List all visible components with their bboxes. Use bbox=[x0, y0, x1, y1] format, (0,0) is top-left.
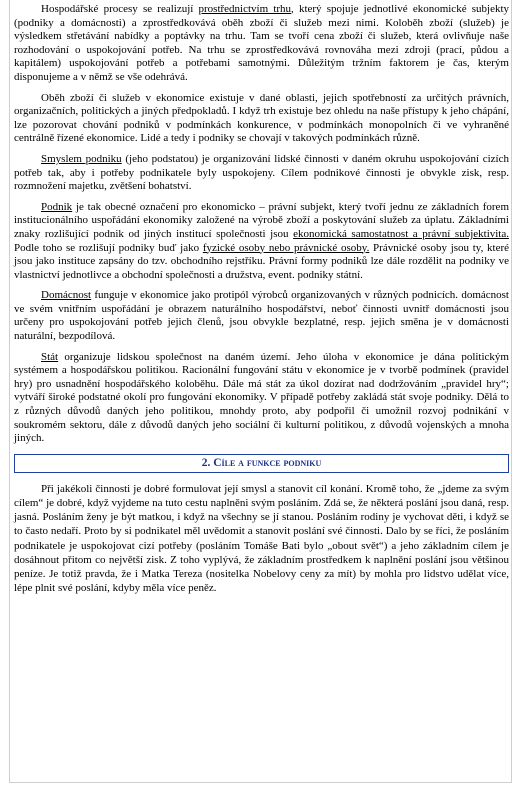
document-content bbox=[10, 0, 513, 595]
paragraph-state bbox=[14, 351, 509, 446]
text: funguje v ekonomice jako protipól výrobců organizovaných v různých podnicích. domácnost ve svém vnitřním uspořádání je obrazem naturálního hospodářství, neboť činnosti uvnitř domácnosti jsou určeny pro uspokojování potřeb jejich členů, jsou obvykle bezplatné, resp. jejich směna je v domácnosti naturální, bezpodílová. bbox=[14, 289, 509, 343]
underlined-term: Domácnost bbox=[41, 289, 92, 302]
paragraph-household bbox=[14, 289, 509, 343]
text: je tak obecné označení pro ekonomicko – právní subjekt, který tvoří jednu ze základních forem institucionálního uspořádání ekonomiky založené na výrobě zboží a poskytování služeb za úplatu. Základními znaky rozlišující podnik od jiných institucí společnosti jsou bbox=[14, 200, 509, 240]
text: Právnické osoby jsou ty, které jsou jako instituce zapsány do tzv. obchodního rejstříku. Právní formy podniků lze dále rozdělit na podniky ve vlastnictví jednotlivce a obchodní společnosti a družstva, event. podniky státní. bbox=[14, 241, 510, 281]
paragraph-mission: Při jakékoli činnosti je dobré formulovat její smysl a stanovit cíl konání. Kromě toho, že „jdeme za svým cílem“ je dobré, když vyjdeme na tuto cestu naplněni svým posláním. Zdá se, že některá poslání jsou daná, resp. jasná. Posláním ženy je být matkou, i když na všechny se jí stanou. Posláním rodiny je vychovat děti, i když se to často nedaří. Proto by si podnikatel měl uvědomit a stanovit poslání své činnosti. Dalo by se říci, že posláním podnikatele je uspokojovat cizí potřeby (posláním Tomáše Bati bylo „obout svět“) a jeho základním cílem je dosáhnout přitom co největší zisk. Z toho vyplývá, že základním prostředkem k naplnění poslání jsou většinou peníze. Je totiž pravda, že i Matka Tereza (nositelka Nobelovy ceny za mít) by mohla pro lidstvo udělat více, lépe plnit své poslání, kdyby měla více peněz. bbox=[14, 482, 509, 595]
section-body bbox=[14, 482, 509, 596]
text: organizuje lidskou společnost na daném území. Jeho úloha v ekonomice je dána politickým systémem a hospodářskou politikou. Racionální fungování státu v ekonomice je v tvorbě podmínek (pravidel hry) pro usnadnění hospodářského koloběhu. Dále má stát za úkol dozírat nad dodržováním „pravidel hry“; vytváří široké podstatné okolí pro fungování ekonomiky. V případě potřeby zakládá stát svoje podniky. Dělá to z různých důvodů daných jeho politikou, mnohdy proto, aby podpořil či umožnil rozvoj podnikání v soukromém sektoru, dále z důvodů daných jeho sociální či kulturní politikou, z důvodů vojenských a mnoha jiných. bbox=[14, 350, 509, 445]
text: Podle toho se rozlišují podniky buď jako bbox=[14, 241, 203, 254]
text: (jeho podstatou) je organizování lidské činnosti v daném okruhu uspokojování cizích potřeb tak, aby i potřeby podnikatele byly uspokojeny. Cílem podnikové činnosti je obvykle zisk, resp. rozmnožení majetku, zvětšení bohatství. bbox=[14, 152, 509, 193]
paragraph-market bbox=[14, 3, 509, 85]
underlined-term: prostřednictvím trhu bbox=[198, 3, 292, 15]
underlined-term: Smyslem podniku bbox=[41, 152, 122, 165]
text: Hospodářské procesy se realizují bbox=[41, 3, 199, 15]
underlined-phrase: fyzické osoby nebo právnické osoby. bbox=[202, 241, 370, 254]
paragraph-circulation: Oběh zboží či služeb v ekonomice existuje v dané oblasti, jejich spotřebností za určitých právních, organizačních, politických a jiných předpokladů. I když trh existuje bez ohledu na naše přístupy k jeho chápání, lze pozorovat chování podniků v podmínkách konkurence, v podmínkách monopolních či ve vyhraněné centrálně řízené ekonomice. Lidé a tedy i podniky se chovají v takových podmínkách různě. bbox=[14, 91, 509, 145]
underlined-term: Podnik bbox=[41, 200, 73, 213]
paragraph-enterprise bbox=[14, 201, 509, 283]
underlined-term: Stát bbox=[41, 350, 59, 363]
paragraph-purpose bbox=[14, 153, 509, 194]
underlined-phrase: ekonomická samostatnost a právní subjektivita. bbox=[293, 227, 509, 240]
text: , který spojuje jednotlivé ekonomické subjekty (podniky a domácnosti) a zprostředkovává oběh zboží či služeb mezi nimi. Koloběh zboží (služeb) je výsledkem střetávání nabídky a poptávky na trhu. Tam se tvoří cena zboží či služeb, která ovlivňuje naše rozhodování o uspokojování potřeb. Na trhu se zprostředkovává rovnováha mezi zdroji (prací, půdou a kapitálem) uspokojování potřeb a potřebami samotnými. Důležitým tržním faktorem je čas, kterým disponujeme a v němž se vše odehrává. bbox=[14, 3, 510, 83]
section-heading: 2. Cíle a funkce podniku bbox=[14, 454, 509, 473]
document-page bbox=[9, 0, 512, 783]
